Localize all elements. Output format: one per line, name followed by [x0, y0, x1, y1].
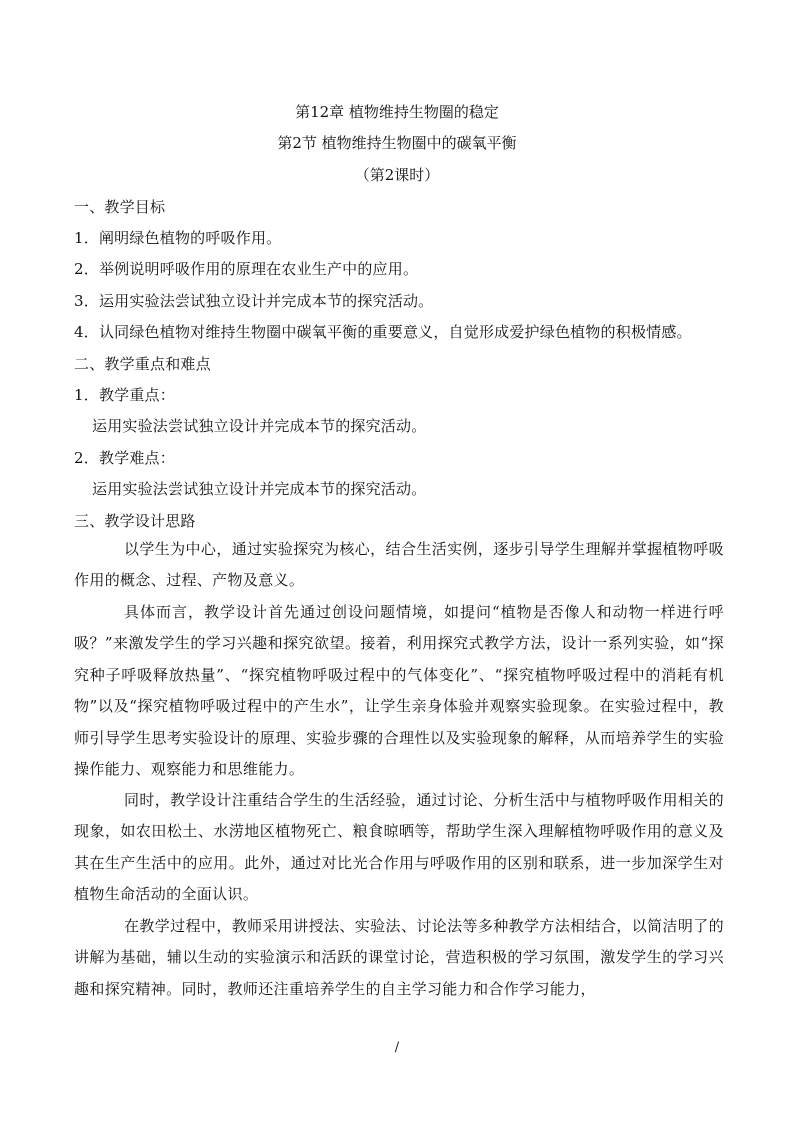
page-footer-marker: / [394, 1040, 400, 1055]
design-heading: 三、教学设计思路 [74, 512, 196, 530]
goals-heading: 一、教学目标 [74, 198, 166, 216]
goal-item-2: 2．举例说明呼吸作用的原理在农业生产中的应用。 [74, 260, 419, 278]
key-point-text: 运用实验法尝试独立设计并完成本节的探究活动。 [92, 417, 427, 435]
goal-item-3: 3．运用实验法尝试独立设计并完成本节的探究活动。 [74, 292, 434, 310]
chapter-title: 第12章 植物维持生物圈的稳定 [295, 103, 499, 121]
lesson-subtitle: （第2课时） [354, 166, 440, 184]
design-paragraph-4: 在教学过程中，教师采用讲授法、实验法、讨论法等多种教学方法相结合，以简洁明了的讲解为基础，辅以生动的实验演示和活跃的课堂讨论，营造积极的学习氛围，激发学生的学习兴趣和探究精神。同时，教师还注重培养学生的自主学习能力和合作学习能力， [74, 917, 724, 998]
difficulty-label: 2．教学难点： [74, 449, 175, 467]
design-paragraph-2: 具体而言，教学设计首先通过创设问题情境，如提问“植物是否像人和动物一样进行呼吸？”来激发学生的学习兴趣和探究欲望。接着，利用探究式教学方法，设计一系列实验，如“探究种子呼吸释放热量”、“探究植物呼吸过程中的气体变化”、“探究植物呼吸过程中的消耗有机物”以及“探究植物呼吸过程中的产生水”，让学生亲身体验并观察实验现象。在实验过程中，教师引导学生思考实验设计的原理、实验步骤的合理性以及实验现象的解释，从而培养学生的实验操作能力、观察能力和思维能力。 [74, 603, 724, 779]
section-title: 第2节 植物维持生物圈中的碳氧平衡 [277, 134, 517, 152]
goal-item-4: 4．认同绿色植物对维持生物圈中碳氧平衡的重要意义，自觉形成爱护绿色植物的积极情感。 [74, 323, 692, 341]
design-paragraph-3: 同时，教学设计注重结合学生的生活经验，通过讨论、分析生活中与植物呼吸作用相关的现象，如农田松土、水涝地区植物死亡、粮食晾晒等，帮助学生深入理解植物呼吸作用的意义及其在生产生活中的应用。此外，通过对比光合作用与呼吸作用的区别和联系，进一步加深学生对植物生命活动的全面认识。 [74, 791, 724, 904]
key-point-label: 1．教学重点： [74, 386, 175, 404]
difficulty-text: 运用实验法尝试独立设计并完成本节的探究活动。 [92, 480, 427, 498]
design-paragraph-1: 以学生为中心，通过实验探究为核心，结合生活实例，逐步引导学生理解并掌握植物呼吸作用的概念、过程、产物及意义。 [74, 540, 724, 590]
key-difficulty-heading: 二、教学重点和难点 [74, 355, 211, 373]
goal-item-1: 1．阐明绿色植物的呼吸作用。 [74, 229, 282, 247]
